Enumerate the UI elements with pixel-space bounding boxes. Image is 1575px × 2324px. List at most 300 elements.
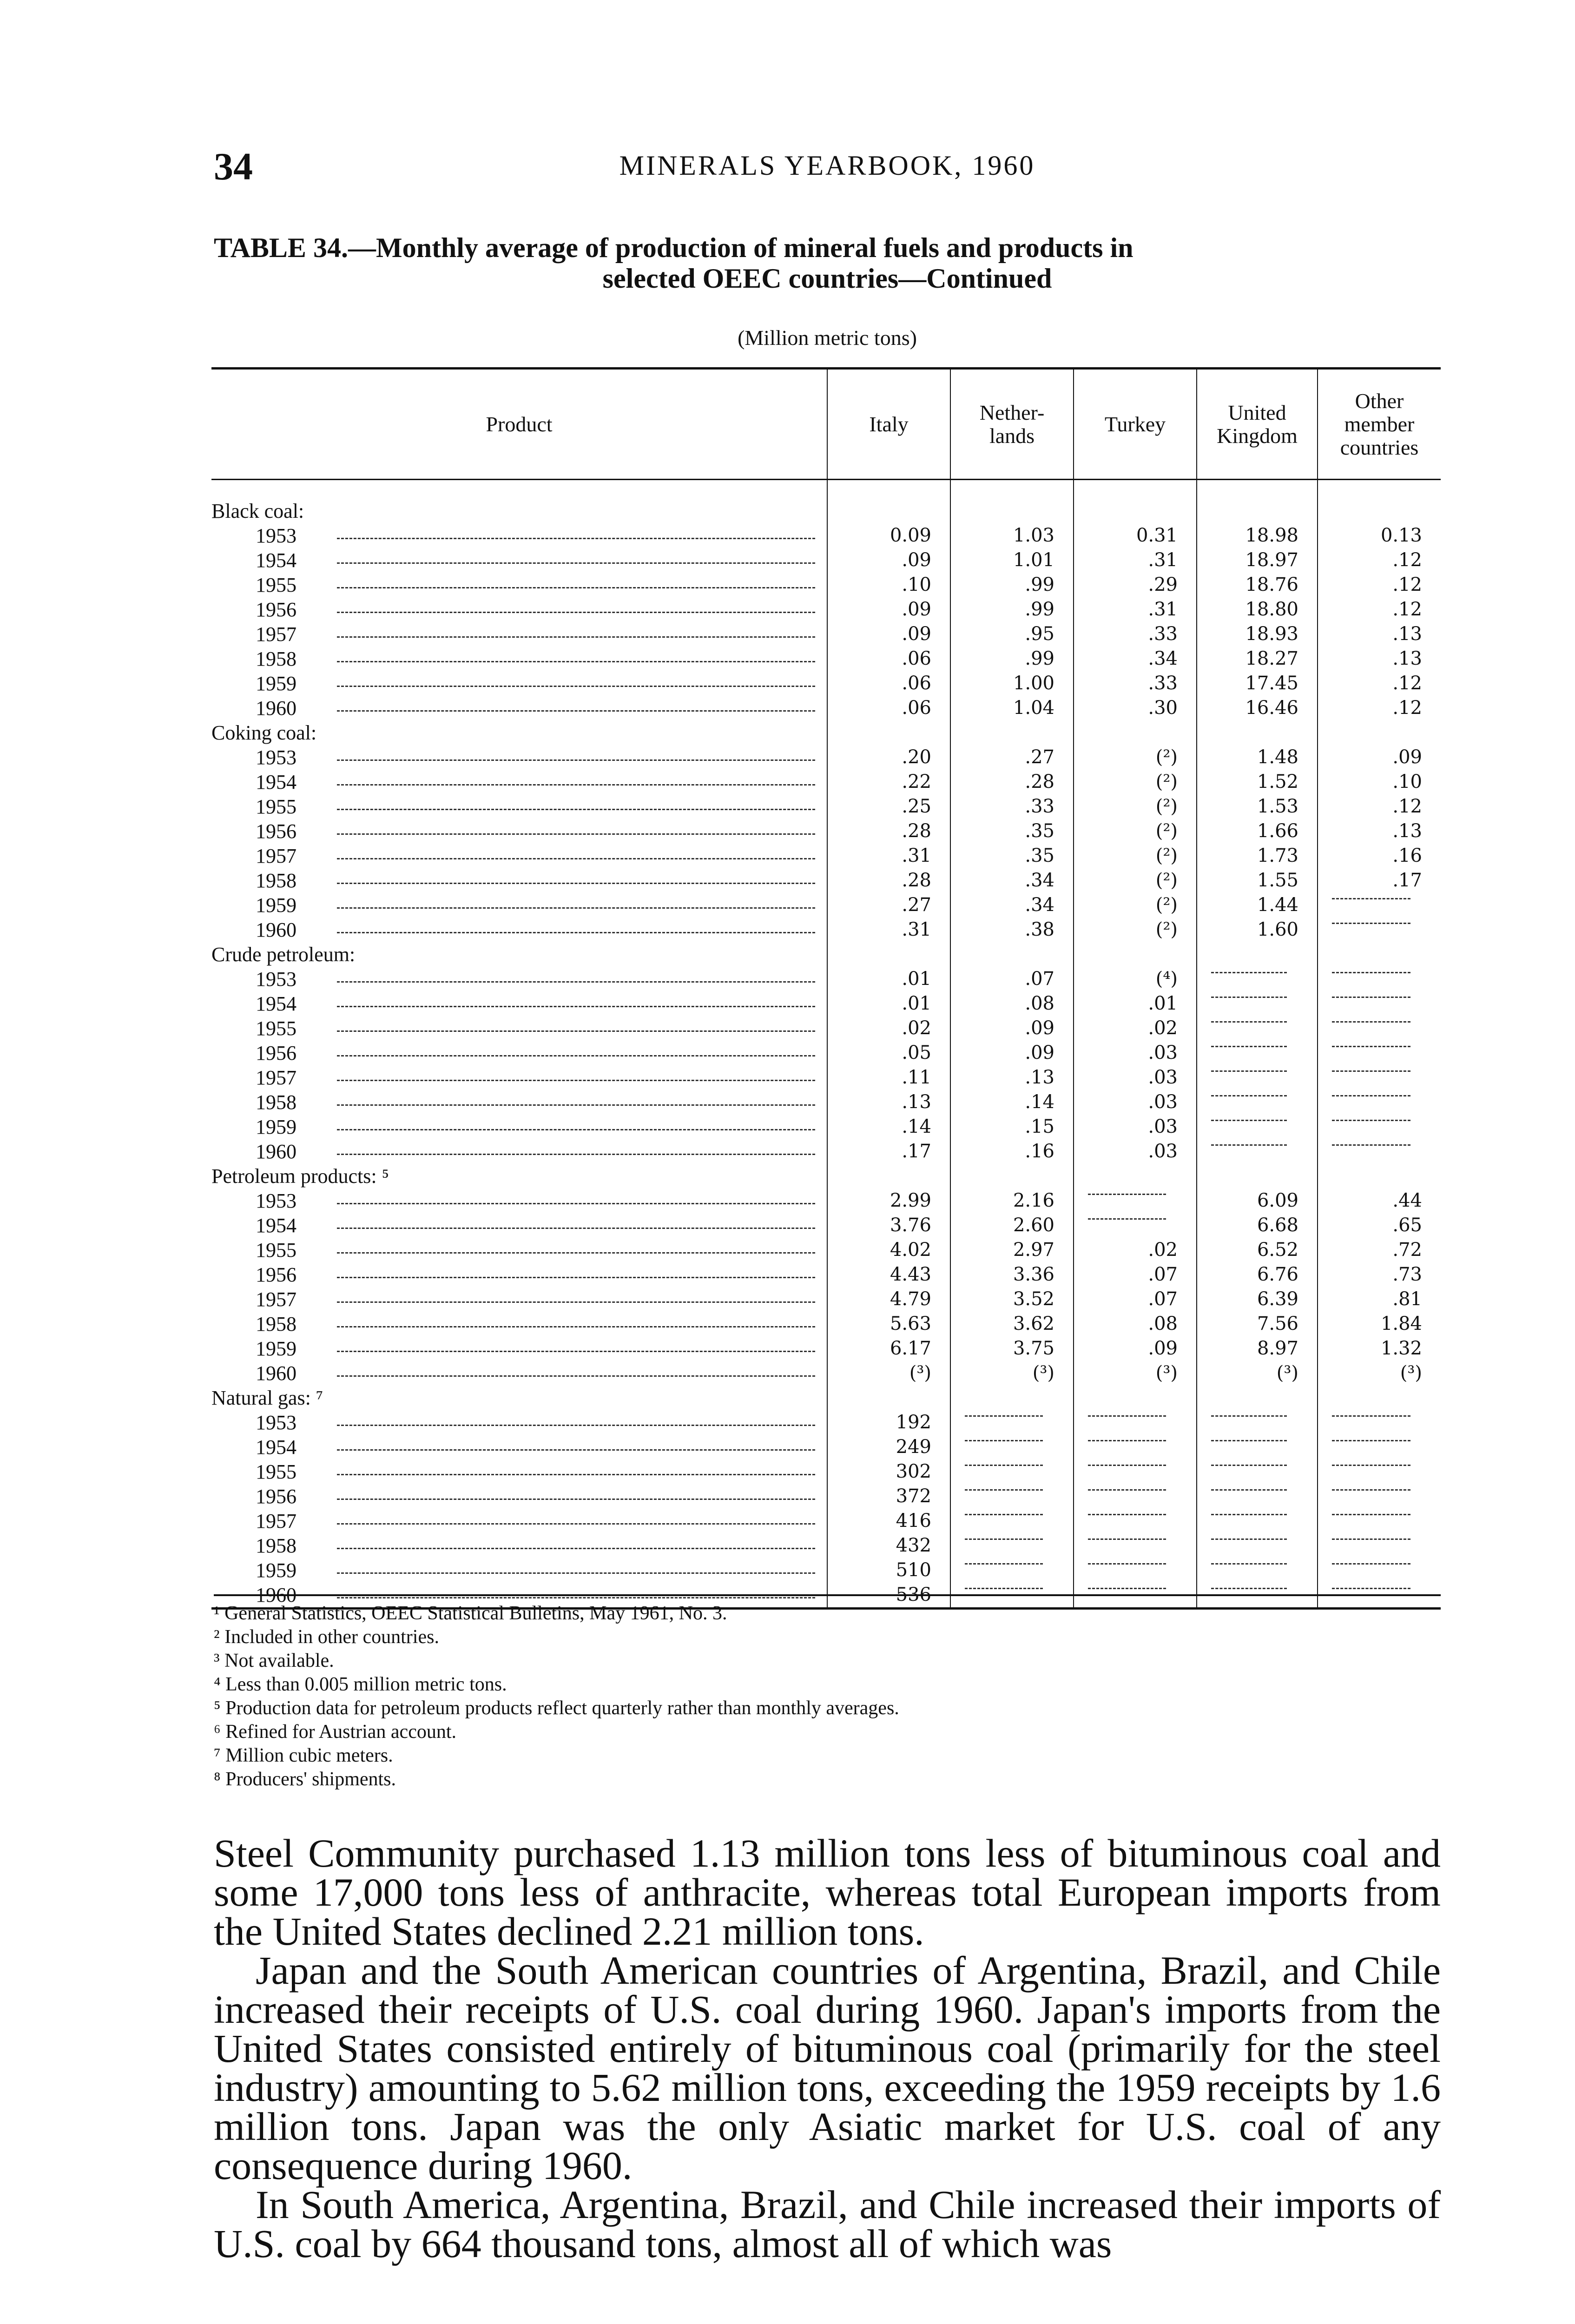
cell-other-member-countries: .17 [1318, 868, 1441, 893]
leader-dots [337, 636, 815, 638]
group-label: Natural gas: ⁷ [211, 1386, 323, 1409]
cell-other-member-countries [1318, 1484, 1441, 1509]
cell-italy: .02 [827, 1016, 950, 1041]
cell-united-kingdom: 8.97 [1197, 1336, 1318, 1361]
leader-dots [337, 1154, 815, 1155]
cell-italy: .28 [827, 868, 950, 893]
year-label: 1956 [211, 1262, 827, 1287]
empty-cell [950, 499, 1074, 523]
empty-cell [1197, 499, 1318, 523]
table-row [211, 696, 1441, 720]
leader-dots [337, 538, 815, 539]
cell-united-kingdom [1197, 1115, 1318, 1139]
empty-cell [1074, 499, 1197, 523]
table-title [214, 232, 1441, 294]
group-label: Black coal: [211, 500, 304, 522]
leader-dots [337, 1277, 815, 1278]
empty-cell [1197, 1164, 1318, 1188]
year-label: 1958 [211, 647, 827, 671]
leader-dots [337, 1548, 815, 1549]
footnote [214, 1720, 1441, 1744]
cell-netherlands: 3.36 [950, 1262, 1074, 1287]
dash-placeholder [1088, 1588, 1166, 1589]
cell-united-kingdom: 18.80 [1197, 597, 1318, 622]
dash-placeholder [1332, 1440, 1410, 1441]
dash-placeholder [1332, 1144, 1410, 1146]
cell-turkey: .31 [1074, 597, 1197, 622]
table-row [211, 1115, 1441, 1139]
dash-placeholder [1088, 1218, 1166, 1220]
cell-netherlands: 1.04 [950, 696, 1074, 720]
footnote-text: Refined for Austrian account. [220, 1721, 456, 1743]
footnote-mark: ⁶ [214, 1721, 221, 1743]
cell-other-member-countries: .65 [1318, 1213, 1441, 1238]
cell-other-member-countries [1318, 1041, 1441, 1065]
table-row [211, 1509, 1441, 1533]
dash-placeholder [1088, 1489, 1166, 1491]
column-header-italy: Italy [827, 369, 950, 480]
table-row [211, 868, 1441, 893]
cell-united-kingdom: 1.53 [1197, 794, 1318, 819]
cell-italy: .06 [827, 671, 950, 696]
cell-turkey: (²) [1074, 893, 1197, 918]
leader-dots [337, 1030, 815, 1032]
table-row [211, 770, 1441, 794]
footnote-mark: ⁷ [214, 1745, 221, 1766]
table-title-line-1: TABLE 34.—Monthly average of production of mineral fuels and products in [214, 232, 1133, 263]
cell-other-member-countries: .44 [1318, 1188, 1441, 1213]
cell-united-kingdom: 1.66 [1197, 819, 1318, 844]
cell-netherlands: (³) [950, 1361, 1074, 1386]
cell-italy: .14 [827, 1115, 950, 1139]
cell-united-kingdom [1197, 1533, 1318, 1558]
cell-turkey [1074, 1509, 1197, 1533]
table-row [211, 1065, 1441, 1090]
cell-turkey: .33 [1074, 622, 1197, 647]
cell-united-kingdom: 1.73 [1197, 844, 1318, 868]
year-label: 1954 [211, 991, 827, 1016]
leader-dots [337, 1425, 815, 1426]
table-row [211, 1238, 1441, 1262]
cell-turkey: (²) [1074, 770, 1197, 794]
cell-other-member-countries [1318, 1509, 1441, 1533]
leader-dots [337, 1055, 815, 1056]
year-label: 1959 [211, 671, 827, 696]
footnote-mark: ¹ [214, 1603, 220, 1624]
dash-placeholder [1211, 1538, 1287, 1540]
cell-other-member-countries: .12 [1318, 794, 1441, 819]
cell-italy: .28 [827, 819, 950, 844]
dash-placeholder [1211, 1465, 1287, 1466]
empty-cell [1318, 499, 1441, 523]
year-label: 1957 [211, 1509, 827, 1533]
cell-turkey [1074, 1484, 1197, 1509]
leader-dots [337, 587, 815, 588]
empty-cell [1318, 1386, 1441, 1410]
table-row [211, 991, 1441, 1016]
table-row [211, 1484, 1441, 1509]
leader-dots [337, 686, 815, 687]
leader-dots [337, 1203, 815, 1204]
running-title: MINERALS YEARBOOK, 1960 [619, 150, 1035, 181]
dash-placeholder [965, 1563, 1043, 1565]
empty-cell [827, 942, 950, 967]
cell-turkey: (⁴) [1074, 967, 1197, 991]
leader-dots [337, 784, 815, 786]
body-paragraph: Japan and the South American countries of Argentina, Brazil, and Chile increased their receipts of U.S. coal during 1960. Japan's imports from the United States consisted entirely of bituminous coal (primarily for the steel industry) amounting to 5.62 million tons, exceeding the 1959 receipts by 1.6 million tons. Japan was the only Asiatic market for U.S. coal of any consequence during 1960. [214, 1948, 1441, 2188]
cell-italy: 192 [827, 1410, 950, 1435]
dash-placeholder [1211, 972, 1287, 973]
dash-placeholder [1211, 1415, 1287, 1417]
cell-turkey: .30 [1074, 696, 1197, 720]
cell-netherlands: .14 [950, 1090, 1074, 1115]
dash-placeholder [1332, 1538, 1410, 1540]
year-label: 1955 [211, 1016, 827, 1041]
dash-placeholder [1088, 1194, 1166, 1195]
dash-placeholder [1332, 997, 1410, 998]
cell-united-kingdom: 1.55 [1197, 868, 1318, 893]
cell-italy: .31 [827, 844, 950, 868]
cell-other-member-countries [1318, 991, 1441, 1016]
leader-dots [337, 858, 815, 859]
cell-other-member-countries: .12 [1318, 671, 1441, 696]
cell-turkey [1074, 1410, 1197, 1435]
cell-italy: 372 [827, 1484, 950, 1509]
cell-other-member-countries: .12 [1318, 696, 1441, 720]
cell-italy: .22 [827, 770, 950, 794]
table-row [211, 918, 1441, 942]
year-label: 1960 [211, 1361, 827, 1386]
table-row [211, 622, 1441, 647]
leader-dots [337, 1449, 815, 1451]
footnote [214, 1625, 1441, 1649]
cell-netherlands: 3.52 [950, 1287, 1074, 1312]
empty-cell [1197, 720, 1318, 745]
cell-turkey: .03 [1074, 1139, 1197, 1164]
table-row [211, 573, 1441, 597]
cell-netherlands: .08 [950, 991, 1074, 1016]
group-label: Crude petroleum: [211, 943, 356, 966]
cell-italy: .17 [827, 1139, 950, 1164]
cell-italy: .06 [827, 696, 950, 720]
cell-united-kingdom: 1.44 [1197, 893, 1318, 918]
year-label: 1953 [211, 1410, 827, 1435]
cell-netherlands: 1.01 [950, 548, 1074, 573]
cell-other-member-countries [1318, 1410, 1441, 1435]
cell-other-member-countries: (³) [1318, 1361, 1441, 1386]
leader-dots [337, 1129, 815, 1130]
cell-netherlands: 1.03 [950, 523, 1074, 548]
dash-placeholder [1088, 1440, 1166, 1441]
cell-united-kingdom: 18.97 [1197, 548, 1318, 573]
spacer-cell [950, 480, 1074, 499]
year-label: 1955 [211, 1238, 827, 1262]
leader-dots [337, 1474, 815, 1475]
footnote-text: Included in other countries. [219, 1626, 439, 1648]
leader-dots [337, 1375, 815, 1377]
cell-united-kingdom: 6.52 [1197, 1238, 1318, 1262]
table-row [211, 548, 1441, 573]
empty-cell [1318, 1164, 1441, 1188]
cell-united-kingdom: 1.52 [1197, 770, 1318, 794]
footnote-text: Million cubic meters. [220, 1745, 393, 1766]
cell-united-kingdom [1197, 1435, 1318, 1459]
cell-netherlands: .27 [950, 745, 1074, 770]
cell-turkey: .31 [1074, 548, 1197, 573]
empty-cell [1318, 720, 1441, 745]
cell-united-kingdom [1197, 1065, 1318, 1090]
cell-netherlands [950, 1410, 1074, 1435]
dash-placeholder [1332, 923, 1410, 924]
footnote-rule [214, 1594, 1441, 1596]
footnote [214, 1768, 1441, 1791]
cell-netherlands: .09 [950, 1016, 1074, 1041]
footnote [214, 1744, 1441, 1768]
table-group-row [211, 1386, 1441, 1410]
cell-netherlands: .34 [950, 868, 1074, 893]
table-row [211, 794, 1441, 819]
table-spacer-row [211, 480, 1441, 499]
cell-italy: 6.17 [827, 1336, 950, 1361]
cell-other-member-countries [1318, 1139, 1441, 1164]
empty-cell [827, 1164, 950, 1188]
cell-italy: .11 [827, 1065, 950, 1090]
group-label: Petroleum products: ⁵ [211, 1165, 389, 1188]
year-label: 1960 [211, 918, 827, 942]
leader-dots [337, 809, 815, 810]
year-label: 1956 [211, 819, 827, 844]
empty-cell [1074, 720, 1197, 745]
year-label: 1955 [211, 573, 827, 597]
leader-dots [337, 1080, 815, 1081]
cell-italy: 510 [827, 1558, 950, 1583]
table-row [211, 1213, 1441, 1238]
cell-other-member-countries [1318, 918, 1441, 942]
group-label: Coking coal: [211, 721, 317, 744]
cell-united-kingdom: 6.39 [1197, 1287, 1318, 1312]
cell-united-kingdom [1197, 1558, 1318, 1583]
cell-united-kingdom [1197, 991, 1318, 1016]
footnote-text: Producers' shipments. [220, 1769, 396, 1790]
year-label: 1960 [211, 1583, 827, 1609]
year-label: 1957 [211, 1065, 827, 1090]
cell-italy: 5.63 [827, 1312, 950, 1336]
footnote-text: General Statistics, OEEC Statistical Bulletins, May 1961, No. 3. [219, 1603, 727, 1624]
cell-united-kingdom: 1.60 [1197, 918, 1318, 942]
dash-placeholder [965, 1489, 1043, 1491]
dash-placeholder [1332, 1563, 1410, 1565]
footnote-text: Not available. [219, 1650, 334, 1671]
cell-united-kingdom [1197, 1041, 1318, 1065]
table-row [211, 523, 1441, 548]
dash-placeholder [1211, 1563, 1287, 1565]
cell-turkey: .34 [1074, 647, 1197, 671]
leader-dots [337, 562, 815, 564]
cell-other-member-countries: .12 [1318, 573, 1441, 597]
cell-united-kingdom [1197, 1139, 1318, 1164]
year-label: 1955 [211, 1459, 827, 1484]
table-group-row [211, 499, 1441, 523]
dash-placeholder [1332, 972, 1410, 973]
cell-united-kingdom: 18.98 [1197, 523, 1318, 548]
dash-placeholder [1088, 1415, 1166, 1417]
cell-other-member-countries: .13 [1318, 819, 1441, 844]
year-label: 1960 [211, 696, 827, 720]
leader-dots [337, 1104, 815, 1106]
footnote-text: Production data for petroleum products reflect quarterly rather than monthly averages. [220, 1697, 899, 1719]
spacer-cell [211, 480, 827, 499]
cell-italy: 2.99 [827, 1188, 950, 1213]
spacer-cell [1074, 480, 1197, 499]
table-row [211, 597, 1441, 622]
dash-placeholder [965, 1440, 1043, 1441]
year-label: 1956 [211, 1041, 827, 1065]
cell-other-member-countries: 0.13 [1318, 523, 1441, 548]
cell-turkey: .01 [1074, 991, 1197, 1016]
footnotes [214, 1594, 1441, 1791]
spacer-cell [827, 480, 950, 499]
table-row [211, 1361, 1441, 1386]
cell-other-member-countries: .16 [1318, 844, 1441, 868]
cell-united-kingdom [1197, 1509, 1318, 1533]
cell-italy: .31 [827, 918, 950, 942]
cell-other-member-countries [1318, 1558, 1441, 1583]
dash-placeholder [1211, 1588, 1287, 1589]
table-row [211, 745, 1441, 770]
dash-placeholder [1211, 1440, 1287, 1441]
table-unit: (Million metric tons) [738, 326, 917, 350]
cell-united-kingdom [1197, 1410, 1318, 1435]
leader-dots [337, 1006, 815, 1007]
cell-turkey: 0.31 [1074, 523, 1197, 548]
table-row [211, 1336, 1441, 1361]
cell-turkey: (²) [1074, 819, 1197, 844]
cell-netherlands: 1.00 [950, 671, 1074, 696]
cell-other-member-countries: 1.32 [1318, 1336, 1441, 1361]
cell-united-kingdom: 18.76 [1197, 573, 1318, 597]
footnote [214, 1649, 1441, 1673]
cell-italy: (³) [827, 1361, 950, 1386]
cell-turkey: .07 [1074, 1287, 1197, 1312]
table-row [211, 1533, 1441, 1558]
cell-turkey: .29 [1074, 573, 1197, 597]
empty-cell [827, 1386, 950, 1410]
table-title-line-2: selected OEEC countries—Continued [602, 263, 1052, 294]
cell-netherlands: .09 [950, 1041, 1074, 1065]
body-paragraph: In South America, Argentina, Brazil, and Chile increased their imports of U.S. coal by 664 thousand tons, almost all of which was [214, 2182, 1441, 2266]
cell-turkey: (²) [1074, 918, 1197, 942]
cell-netherlands: .35 [950, 844, 1074, 868]
cell-italy: .01 [827, 967, 950, 991]
cell-italy: .20 [827, 745, 950, 770]
table-row [211, 1139, 1441, 1164]
dash-placeholder [1211, 1021, 1287, 1023]
leader-dots [337, 981, 815, 983]
leader-dots [337, 907, 815, 909]
leader-dots [337, 1252, 815, 1254]
cell-other-member-countries: .13 [1318, 647, 1441, 671]
dash-placeholder [1211, 1489, 1287, 1491]
cell-turkey [1074, 1213, 1197, 1238]
cell-netherlands: 3.75 [950, 1336, 1074, 1361]
cell-italy: .09 [827, 597, 950, 622]
cell-netherlands: .33 [950, 794, 1074, 819]
dash-placeholder [1332, 1489, 1410, 1491]
column-header-netherlands: Nether- lands [950, 369, 1074, 480]
cell-turkey: (²) [1074, 844, 1197, 868]
empty-cell [1197, 942, 1318, 967]
column-header-other-member-countries: Other member countries [1318, 369, 1441, 480]
cell-netherlands: .99 [950, 573, 1074, 597]
cell-turkey: .03 [1074, 1041, 1197, 1065]
leader-dots [337, 1301, 815, 1303]
table-group-row [211, 942, 1441, 967]
spacer-cell [1318, 480, 1441, 499]
cell-italy: .09 [827, 548, 950, 573]
year-label: 1957 [211, 622, 827, 647]
leader-dots [337, 1351, 815, 1352]
cell-other-member-countries [1318, 1016, 1441, 1041]
cell-united-kingdom: 18.27 [1197, 647, 1318, 671]
year-label: 1958 [211, 1312, 827, 1336]
dash-placeholder [1211, 1070, 1287, 1072]
year-label: 1959 [211, 1336, 827, 1361]
table-row [211, 1188, 1441, 1213]
cell-netherlands [950, 1558, 1074, 1583]
data-table [211, 367, 1441, 1610]
column-header-united-kingdom: United Kingdom [1197, 369, 1318, 480]
dash-placeholder [965, 1588, 1043, 1589]
cell-turkey [1074, 1558, 1197, 1583]
dash-placeholder [965, 1415, 1043, 1417]
cell-turkey: .02 [1074, 1016, 1197, 1041]
dash-placeholder [1332, 1021, 1410, 1023]
empty-cell [1074, 1164, 1197, 1188]
leader-dots [337, 932, 815, 933]
leader-dots [337, 883, 815, 884]
cell-other-member-countries: .73 [1318, 1262, 1441, 1287]
cell-netherlands: .35 [950, 819, 1074, 844]
cell-netherlands: 2.16 [950, 1188, 1074, 1213]
year-label: 1953 [211, 523, 827, 548]
empty-cell [950, 1164, 1074, 1188]
dash-placeholder [1211, 1046, 1287, 1047]
table-row [211, 967, 1441, 991]
cell-netherlands: .15 [950, 1115, 1074, 1139]
table-row [211, 1459, 1441, 1484]
leader-dots [337, 1228, 815, 1229]
cell-italy: 0.09 [827, 523, 950, 548]
table-row [211, 1558, 1441, 1583]
dash-placeholder [1211, 1095, 1287, 1096]
cell-netherlands: .13 [950, 1065, 1074, 1090]
year-label: 1954 [211, 770, 827, 794]
cell-netherlands: .34 [950, 893, 1074, 918]
cell-italy: 4.02 [827, 1238, 950, 1262]
page-number: 34 [214, 145, 253, 188]
cell-italy: .05 [827, 1041, 950, 1065]
cell-italy: .13 [827, 1090, 950, 1115]
cell-other-member-countries [1318, 1533, 1441, 1558]
table-row [211, 844, 1441, 868]
dash-placeholder [1332, 898, 1410, 899]
cell-united-kingdom: 6.09 [1197, 1188, 1318, 1213]
cell-turkey: .07 [1074, 1262, 1197, 1287]
dash-placeholder [1332, 1095, 1410, 1096]
cell-united-kingdom [1197, 1090, 1318, 1115]
cell-turkey: .33 [1074, 671, 1197, 696]
dash-placeholder [1332, 1070, 1410, 1072]
